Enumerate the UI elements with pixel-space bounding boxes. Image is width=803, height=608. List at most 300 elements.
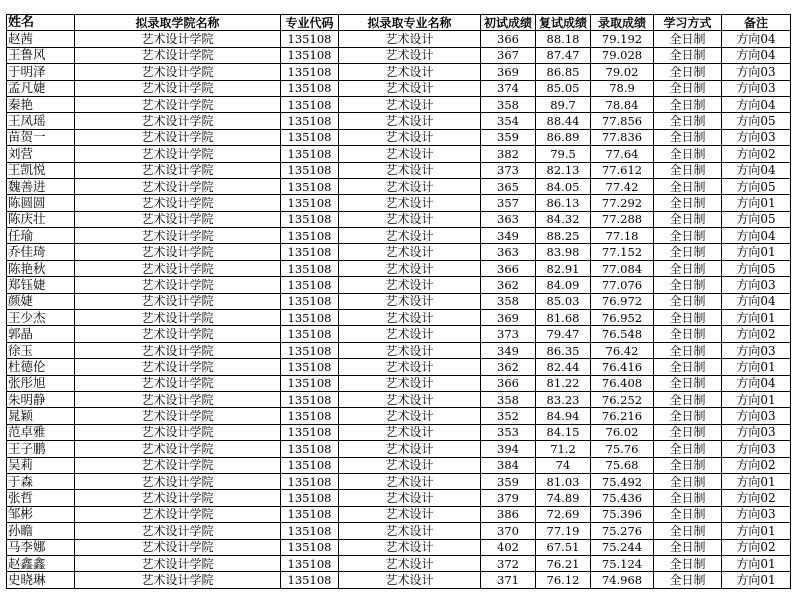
final-score-cell: 79.192: [591, 31, 654, 47]
college-name-cell: 艺术设计学院: [75, 64, 281, 80]
initial-score-cell: 370: [481, 523, 536, 539]
college-name-cell: 艺术设计学院: [75, 162, 281, 178]
final-score-cell: 78.84: [591, 96, 654, 112]
major-code-cell: 135108: [281, 178, 339, 194]
final-score-cell: 79.028: [591, 47, 654, 63]
retest-score-cell: 84.32: [536, 211, 591, 227]
initial-score-cell: 379: [481, 490, 536, 506]
remark-cell: 方向03: [722, 80, 791, 96]
student-name-cell: 徐玉: [7, 342, 75, 358]
major-code-cell: 135108: [281, 80, 339, 96]
study-mode-cell: 全日制: [654, 228, 722, 244]
header-college: 拟录取学院名称: [75, 15, 281, 31]
major-name-cell: 艺术设计: [339, 277, 481, 293]
major-code-cell: 135108: [281, 572, 339, 588]
final-score-cell: 76.952: [591, 310, 654, 326]
student-name-cell: 魏善进: [7, 178, 75, 194]
major-code-cell: 135108: [281, 146, 339, 162]
study-mode-cell: 全日制: [654, 146, 722, 162]
table-row: [7, 277, 791, 293]
initial-score-cell: 373: [481, 326, 536, 342]
initial-score-cell: 366: [481, 375, 536, 391]
retest-score-cell: 86.13: [536, 195, 591, 211]
remark-cell: 方向01: [722, 572, 791, 588]
initial-score-cell: 363: [481, 211, 536, 227]
header-name: 姓名: [7, 15, 75, 31]
college-name-cell: 艺术设计学院: [75, 129, 281, 145]
initial-score-cell: 358: [481, 293, 536, 309]
major-code-cell: 135108: [281, 310, 339, 326]
major-name-cell: 艺术设计: [339, 244, 481, 260]
final-score-cell: 76.416: [591, 359, 654, 375]
final-score-cell: 77.42: [591, 178, 654, 194]
major-code-cell: 135108: [281, 211, 339, 227]
remark-cell: 方向01: [722, 391, 791, 407]
header-major-name: 拟录取专业名称: [339, 15, 481, 31]
college-name-cell: 艺术设计学院: [75, 375, 281, 391]
student-name-cell: 陈庆壮: [7, 211, 75, 227]
major-name-cell: 艺术设计: [339, 539, 481, 555]
remark-cell: 方向03: [722, 441, 791, 457]
final-score-cell: 75.276: [591, 523, 654, 539]
major-code-cell: 135108: [281, 195, 339, 211]
table-row: [7, 506, 791, 522]
student-name-cell: 赵茜: [7, 31, 75, 47]
major-code-cell: 135108: [281, 113, 339, 129]
student-name-cell: 孟凡婕: [7, 80, 75, 96]
major-code-cell: 135108: [281, 31, 339, 47]
final-score-cell: 76.972: [591, 293, 654, 309]
initial-score-cell: 394: [481, 441, 536, 457]
college-name-cell: 艺术设计学院: [75, 523, 281, 539]
final-score-cell: 76.408: [591, 375, 654, 391]
major-code-cell: 135108: [281, 457, 339, 473]
final-score-cell: 78.9: [591, 80, 654, 96]
remark-cell: 方向01: [722, 244, 791, 260]
study-mode-cell: 全日制: [654, 441, 722, 457]
initial-score-cell: 366: [481, 31, 536, 47]
study-mode-cell: 全日制: [654, 375, 722, 391]
header-retest-score: 复试成绩: [536, 15, 591, 31]
remark-cell: 方向02: [722, 457, 791, 473]
retest-score-cell: 88.18: [536, 31, 591, 47]
study-mode-cell: 全日制: [654, 457, 722, 473]
study-mode-cell: 全日制: [654, 31, 722, 47]
major-name-cell: 艺术设计: [339, 490, 481, 506]
remark-cell: 方向03: [722, 129, 791, 145]
retest-score-cell: 76.21: [536, 555, 591, 571]
retest-score-cell: 85.03: [536, 293, 591, 309]
study-mode-cell: 全日制: [654, 244, 722, 260]
final-score-cell: 74.968: [591, 572, 654, 588]
major-code-cell: 135108: [281, 441, 339, 457]
major-name-cell: 艺术设计: [339, 375, 481, 391]
final-score-cell: 76.02: [591, 424, 654, 440]
header-final-score: 录取成绩: [591, 15, 654, 31]
major-name-cell: 艺术设计: [339, 64, 481, 80]
remark-cell: 方向04: [722, 47, 791, 63]
major-name-cell: 艺术设计: [339, 359, 481, 375]
initial-score-cell: 373: [481, 162, 536, 178]
table-row: [7, 523, 791, 539]
major-name-cell: 艺术设计: [339, 260, 481, 276]
header-row: [7, 15, 791, 31]
header-study-mode: 学习方式: [654, 15, 722, 31]
college-name-cell: 艺术设计学院: [75, 490, 281, 506]
college-name-cell: 艺术设计学院: [75, 146, 281, 162]
final-score-cell: 76.252: [591, 391, 654, 407]
study-mode-cell: 全日制: [654, 310, 722, 326]
study-mode-cell: 全日制: [654, 326, 722, 342]
retest-score-cell: 81.22: [536, 375, 591, 391]
student-name-cell: 郭晶: [7, 326, 75, 342]
study-mode-cell: 全日制: [654, 342, 722, 358]
study-mode-cell: 全日制: [654, 211, 722, 227]
college-name-cell: 艺术设计学院: [75, 342, 281, 358]
remark-cell: 方向02: [722, 146, 791, 162]
major-name-cell: 艺术设计: [339, 162, 481, 178]
student-name-cell: 王凤瑶: [7, 113, 75, 129]
major-code-cell: 135108: [281, 129, 339, 145]
retest-score-cell: 84.94: [536, 408, 591, 424]
initial-score-cell: 372: [481, 555, 536, 571]
college-name-cell: 艺术设计学院: [75, 277, 281, 293]
major-code-cell: 135108: [281, 277, 339, 293]
major-code-cell: 135108: [281, 64, 339, 80]
college-name-cell: 艺术设计学院: [75, 293, 281, 309]
college-name-cell: 艺术设计学院: [75, 195, 281, 211]
study-mode-cell: 全日制: [654, 64, 722, 80]
study-mode-cell: 全日制: [654, 113, 722, 129]
final-score-cell: 76.42: [591, 342, 654, 358]
student-name-cell: 刘营: [7, 146, 75, 162]
student-name-cell: 邹彬: [7, 506, 75, 522]
study-mode-cell: 全日制: [654, 178, 722, 194]
study-mode-cell: 全日制: [654, 523, 722, 539]
remark-cell: 方向02: [722, 326, 791, 342]
retest-score-cell: 89.7: [536, 96, 591, 112]
student-name-cell: 陈圆圆: [7, 195, 75, 211]
final-score-cell: 76.216: [591, 408, 654, 424]
major-code-cell: 135108: [281, 506, 339, 522]
table-row: [7, 391, 791, 407]
student-name-cell: 杜德伦: [7, 359, 75, 375]
table-row: [7, 539, 791, 555]
student-name-cell: 王少杰: [7, 310, 75, 326]
table-row: [7, 473, 791, 489]
major-code-cell: 135108: [281, 359, 339, 375]
remark-cell: 方向04: [722, 96, 791, 112]
student-name-cell: 张彤旭: [7, 375, 75, 391]
retest-score-cell: 86.85: [536, 64, 591, 80]
initial-score-cell: 365: [481, 178, 536, 194]
remark-cell: 方向01: [722, 359, 791, 375]
final-score-cell: 77.612: [591, 162, 654, 178]
study-mode-cell: 全日制: [654, 539, 722, 555]
retest-score-cell: 72.69: [536, 506, 591, 522]
student-name-cell: 史晓琳: [7, 572, 75, 588]
study-mode-cell: 全日制: [654, 555, 722, 571]
final-score-cell: 76.548: [591, 326, 654, 342]
remark-cell: 方向03: [722, 64, 791, 80]
major-name-cell: 艺术设计: [339, 195, 481, 211]
major-name-cell: 艺术设计: [339, 47, 481, 63]
study-mode-cell: 全日制: [654, 391, 722, 407]
table-row: [7, 310, 791, 326]
initial-score-cell: 358: [481, 96, 536, 112]
remark-cell: 方向05: [722, 260, 791, 276]
major-code-cell: 135108: [281, 47, 339, 63]
study-mode-cell: 全日制: [654, 293, 722, 309]
retest-score-cell: 86.89: [536, 129, 591, 145]
remark-cell: 方向04: [722, 375, 791, 391]
table-row: [7, 441, 791, 457]
study-mode-cell: 全日制: [654, 162, 722, 178]
final-score-cell: 77.084: [591, 260, 654, 276]
student-name-cell: 王子鹏: [7, 441, 75, 457]
college-name-cell: 艺术设计学院: [75, 211, 281, 227]
major-name-cell: 艺术设计: [339, 506, 481, 522]
student-name-cell: 张哲: [7, 490, 75, 506]
student-name-cell: 王凯悦: [7, 162, 75, 178]
college-name-cell: 艺术设计学院: [75, 359, 281, 375]
initial-score-cell: 382: [481, 146, 536, 162]
major-name-cell: 艺术设计: [339, 441, 481, 457]
initial-score-cell: 359: [481, 129, 536, 145]
student-name-cell: 秦艳: [7, 96, 75, 112]
college-name-cell: 艺术设计学院: [75, 506, 281, 522]
study-mode-cell: 全日制: [654, 96, 722, 112]
student-name-cell: 于森: [7, 473, 75, 489]
college-name-cell: 艺术设计学院: [75, 326, 281, 342]
initial-score-cell: 371: [481, 572, 536, 588]
student-name-cell: 朱明静: [7, 391, 75, 407]
college-name-cell: 艺术设计学院: [75, 47, 281, 63]
final-score-cell: 77.288: [591, 211, 654, 227]
college-name-cell: 艺术设计学院: [75, 244, 281, 260]
remark-cell: 方向04: [722, 31, 791, 47]
remark-cell: 方向02: [722, 490, 791, 506]
major-code-cell: 135108: [281, 490, 339, 506]
study-mode-cell: 全日制: [654, 424, 722, 440]
retest-score-cell: 84.15: [536, 424, 591, 440]
final-score-cell: 75.436: [591, 490, 654, 506]
study-mode-cell: 全日制: [654, 80, 722, 96]
table-row: [7, 490, 791, 506]
retest-score-cell: 74.89: [536, 490, 591, 506]
table-row: [7, 555, 791, 571]
major-name-cell: 艺术设计: [339, 391, 481, 407]
header-initial-score: 初试成绩: [481, 15, 536, 31]
remark-cell: 方向03: [722, 277, 791, 293]
final-score-cell: 79.02: [591, 64, 654, 80]
retest-score-cell: 76.12: [536, 572, 591, 588]
major-name-cell: 艺术设计: [339, 146, 481, 162]
retest-score-cell: 79.47: [536, 326, 591, 342]
college-name-cell: 艺术设计学院: [75, 228, 281, 244]
major-name-cell: 艺术设计: [339, 408, 481, 424]
header-remarks: 备注: [722, 15, 791, 31]
table-row: [7, 96, 791, 112]
major-name-cell: 艺术设计: [339, 178, 481, 194]
study-mode-cell: 全日制: [654, 359, 722, 375]
remark-cell: 方向03: [722, 424, 791, 440]
final-score-cell: 75.396: [591, 506, 654, 522]
remark-cell: 方向05: [722, 178, 791, 194]
retest-score-cell: 88.44: [536, 113, 591, 129]
remark-cell: 方向03: [722, 342, 791, 358]
retest-score-cell: 82.91: [536, 260, 591, 276]
major-code-cell: 135108: [281, 375, 339, 391]
remark-cell: 方向03: [722, 506, 791, 522]
table-row: [7, 129, 791, 145]
retest-score-cell: 86.35: [536, 342, 591, 358]
retest-score-cell: 88.25: [536, 228, 591, 244]
initial-score-cell: 402: [481, 539, 536, 555]
major-name-cell: 艺术设计: [339, 211, 481, 227]
college-name-cell: 艺术设计学院: [75, 441, 281, 457]
initial-score-cell: 363: [481, 244, 536, 260]
college-name-cell: 艺术设计学院: [75, 539, 281, 555]
table-row: [7, 64, 791, 80]
remark-cell: 方向04: [722, 293, 791, 309]
college-name-cell: 艺术设计学院: [75, 113, 281, 129]
table-row: [7, 424, 791, 440]
college-name-cell: 艺术设计学院: [75, 424, 281, 440]
final-score-cell: 75.244: [591, 539, 654, 555]
retest-score-cell: 87.47: [536, 47, 591, 63]
remark-cell: 方向01: [722, 555, 791, 571]
retest-score-cell: 84.05: [536, 178, 591, 194]
student-name-cell: 范卓雅: [7, 424, 75, 440]
major-name-cell: 艺术设计: [339, 96, 481, 112]
major-name-cell: 艺术设计: [339, 113, 481, 129]
student-name-cell: 乔佳琦: [7, 244, 75, 260]
initial-score-cell: 352: [481, 408, 536, 424]
student-name-cell: 赵鑫鑫: [7, 555, 75, 571]
table-row: [7, 195, 791, 211]
admission-table: [6, 14, 791, 589]
college-name-cell: 艺术设计学院: [75, 555, 281, 571]
major-name-cell: 艺术设计: [339, 555, 481, 571]
table-row: [7, 244, 791, 260]
major-name-cell: 艺术设计: [339, 342, 481, 358]
major-name-cell: 艺术设计: [339, 31, 481, 47]
study-mode-cell: 全日制: [654, 473, 722, 489]
retest-score-cell: 74: [536, 457, 591, 473]
remark-cell: 方向01: [722, 195, 791, 211]
initial-score-cell: 349: [481, 228, 536, 244]
table-row: [7, 228, 791, 244]
initial-score-cell: 386: [481, 506, 536, 522]
study-mode-cell: 全日制: [654, 490, 722, 506]
college-name-cell: 艺术设计学院: [75, 473, 281, 489]
initial-score-cell: 366: [481, 260, 536, 276]
study-mode-cell: 全日制: [654, 129, 722, 145]
student-name-cell: 苗贺一: [7, 129, 75, 145]
final-score-cell: 75.76: [591, 441, 654, 457]
college-name-cell: 艺术设计学院: [75, 572, 281, 588]
table-row: [7, 260, 791, 276]
study-mode-cell: 全日制: [654, 195, 722, 211]
final-score-cell: 77.292: [591, 195, 654, 211]
major-code-cell: 135108: [281, 293, 339, 309]
retest-score-cell: 82.44: [536, 359, 591, 375]
final-score-cell: 77.64: [591, 146, 654, 162]
retest-score-cell: 83.23: [536, 391, 591, 407]
initial-score-cell: 374: [481, 80, 536, 96]
final-score-cell: 77.856: [591, 113, 654, 129]
major-name-cell: 艺术设计: [339, 572, 481, 588]
major-code-cell: 135108: [281, 539, 339, 555]
retest-score-cell: 77.19: [536, 523, 591, 539]
table-row: [7, 113, 791, 129]
college-name-cell: 艺术设计学院: [75, 80, 281, 96]
remark-cell: 方向05: [722, 113, 791, 129]
major-name-cell: 艺术设计: [339, 228, 481, 244]
table-row: [7, 359, 791, 375]
retest-score-cell: 85.05: [536, 80, 591, 96]
remark-cell: 方向01: [722, 523, 791, 539]
initial-score-cell: 362: [481, 359, 536, 375]
remark-cell: 方向01: [722, 473, 791, 489]
table-row: [7, 162, 791, 178]
major-code-cell: 135108: [281, 260, 339, 276]
study-mode-cell: 全日制: [654, 506, 722, 522]
initial-score-cell: 362: [481, 277, 536, 293]
initial-score-cell: 369: [481, 310, 536, 326]
header-major-code: 专业代码: [281, 15, 339, 31]
student-name-cell: 任瑜: [7, 228, 75, 244]
college-name-cell: 艺术设计学院: [75, 391, 281, 407]
table-row: [7, 408, 791, 424]
retest-score-cell: 83.98: [536, 244, 591, 260]
student-name-cell: 晁颖: [7, 408, 75, 424]
final-score-cell: 77.152: [591, 244, 654, 260]
college-name-cell: 艺术设计学院: [75, 96, 281, 112]
major-name-cell: 艺术设计: [339, 293, 481, 309]
college-name-cell: 艺术设计学院: [75, 260, 281, 276]
study-mode-cell: 全日制: [654, 277, 722, 293]
retest-score-cell: 71.2: [536, 441, 591, 457]
major-code-cell: 135108: [281, 96, 339, 112]
study-mode-cell: 全日制: [654, 572, 722, 588]
major-name-cell: 艺术设计: [339, 326, 481, 342]
remark-cell: 方向04: [722, 228, 791, 244]
retest-score-cell: 82.13: [536, 162, 591, 178]
table-row: [7, 80, 791, 96]
table-row: [7, 572, 791, 588]
final-score-cell: 75.68: [591, 457, 654, 473]
major-code-cell: 135108: [281, 424, 339, 440]
student-name-cell: 吴莉: [7, 457, 75, 473]
remark-cell: 方向05: [722, 211, 791, 227]
remark-cell: 方向03: [722, 408, 791, 424]
table-row: [7, 375, 791, 391]
college-name-cell: 艺术设计学院: [75, 408, 281, 424]
major-code-cell: 135108: [281, 162, 339, 178]
remark-cell: 方向01: [722, 310, 791, 326]
college-name-cell: 艺术设计学院: [75, 457, 281, 473]
study-mode-cell: 全日制: [654, 408, 722, 424]
retest-score-cell: 67.51: [536, 539, 591, 555]
final-score-cell: 75.492: [591, 473, 654, 489]
initial-score-cell: 354: [481, 113, 536, 129]
student-name-cell: 于明泽: [7, 64, 75, 80]
initial-score-cell: 369: [481, 64, 536, 80]
table-row: [7, 146, 791, 162]
major-name-cell: 艺术设计: [339, 473, 481, 489]
